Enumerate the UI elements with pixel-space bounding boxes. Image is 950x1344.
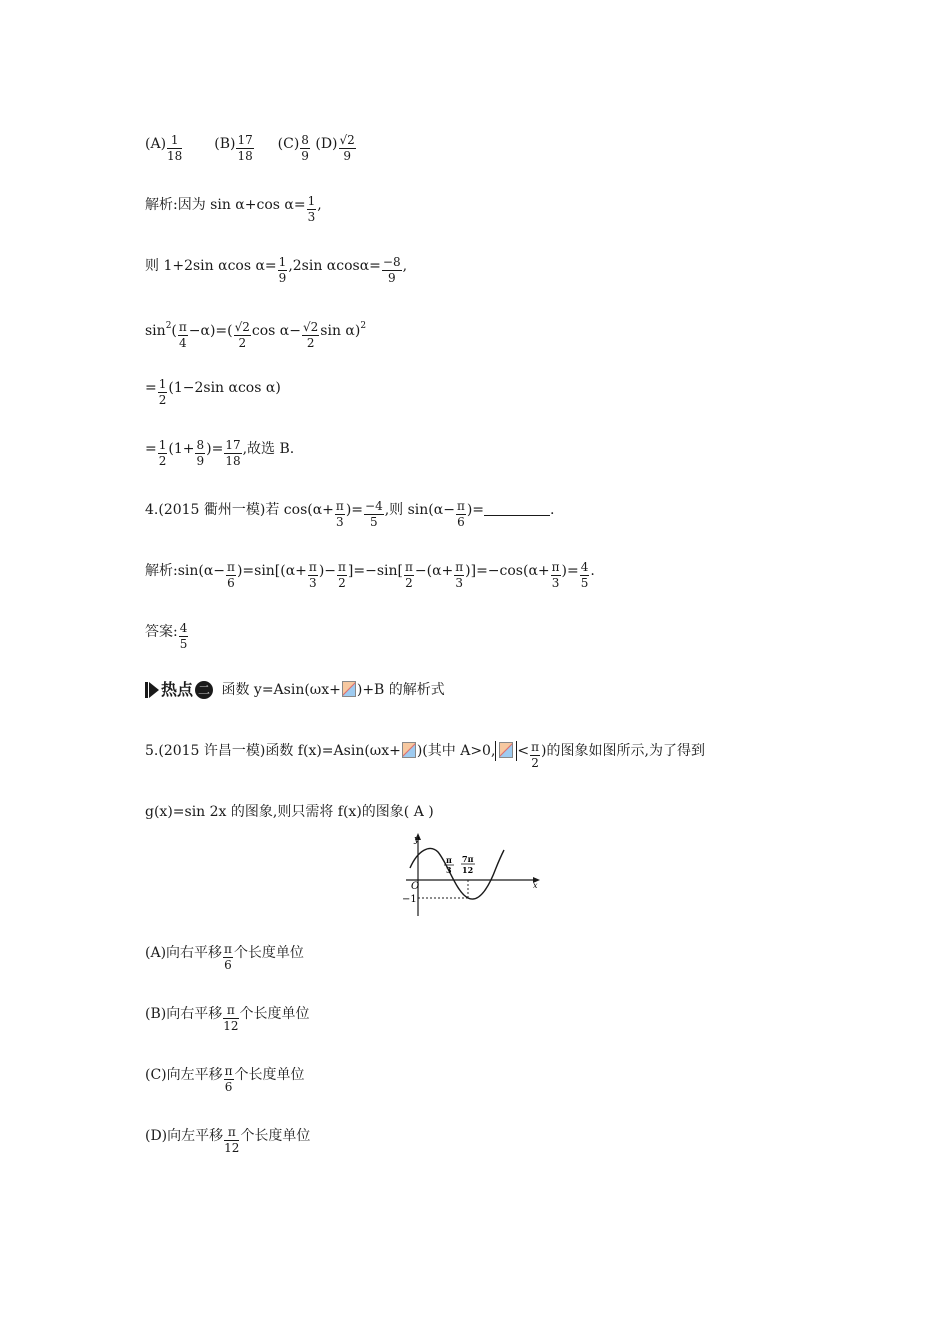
y-label: y: [414, 835, 420, 845]
question-5-line-2: g(x)=sin 2x 的图象,则只需将 f(x)的图象( A ): [145, 804, 434, 820]
hotspot-heading: 热点 二 函数 y=Asin(ωx+ )+B 的解析式: [145, 680, 445, 700]
q3-options: [145, 133, 357, 164]
answer-blank[interactable]: [484, 501, 550, 516]
option-a[interactable]: (A) $\frac{1}{18}$: [145, 133, 183, 163]
q5-option-b[interactable]: (B)向右平移 $\frac{\pi}{12}$ 个长度单位: [145, 1003, 310, 1033]
sine-graph: [400, 830, 550, 920]
question-5-line-1: 5.(2015 许昌一模)函数 f(x)=Asin(ωx+ )(其中 A>0, < $\frac{\pi}{2}$ )的图象如图所示,为了得到: [145, 740, 705, 770]
formula-placeholder-icon: [342, 681, 356, 697]
play-triangle-icon: [149, 682, 159, 698]
tick-pi3-num: π: [446, 855, 452, 865]
solution-line-3: $\sin^2$( $\frac{\pi}{4}$ −α)=( $\frac{√2}{2}$ cos α− $\frac{√2}{2}$ sin α)$^2$: [145, 320, 367, 350]
solution-line-2: 则 1+2sin αcos α= $\frac{1}{9}$ ,2sin αcosα= $\frac{-8}{9}$ ,: [145, 255, 408, 285]
q5-option-a[interactable]: (A)向右平移 $\frac{\pi}{6}$ 个长度单位: [145, 942, 304, 972]
option-b[interactable]: (B) $\frac{17}{18}$: [214, 133, 253, 163]
q5-option-c[interactable]: (C)向左平移 $\frac{\pi}{6}$ 个长度单位: [145, 1064, 305, 1094]
solution-line-1: 解析:因为 sin α+cos α= $\frac{1}{3}$ ,: [145, 194, 322, 224]
neg-one-label: −1: [402, 894, 417, 905]
answer-4: 答案: $\frac{4}{5}$: [145, 621, 188, 651]
formula-placeholder-icon: [402, 742, 416, 758]
tick-7pi12-den: 12: [462, 865, 474, 875]
option-d[interactable]: (D) $\frac{√2}{9}$: [315, 133, 355, 163]
origin-label: O: [411, 881, 420, 892]
sine-curve: [410, 849, 504, 900]
x-label: x: [533, 881, 538, 890]
solution-line-4: = $\frac{1}{2}$ (1−2sin αcos α): [145, 377, 281, 407]
hotspot-badge: 热点 二: [145, 680, 213, 700]
q5-option-d[interactable]: (D)向左平移 $\frac{\pi}{12}$ 个长度单位: [145, 1125, 311, 1155]
tick-pi3-den: 3: [446, 865, 452, 875]
solution-4: 解析:sin(α− $\frac{\pi}{6}$ )=sin[(α+ $\frac{\pi}{3}$ )− $\frac{\pi}{2}$ ]=−sin[ $\frac{\pi}{2}$ −(α+ $\frac{\pi}{3}$ )]=−cos(α+ $\frac{\pi}{3}$ )= $\frac{4}{5}$ .: [145, 560, 595, 590]
tick-7pi12-num: 7π: [462, 854, 474, 864]
question-4: 4.(2015 衢州一模)若 cos(α+ $\frac{\pi}{3}$ )= $\frac{-4}{5}$ ,则 sin(α− $\frac{\pi}{6}$ )= .: [145, 499, 555, 529]
formula-placeholder-icon: [499, 742, 513, 758]
option-c[interactable]: (C) $\frac{8}{9}$: [277, 133, 309, 163]
solution-line-5: = $\frac{1}{2}$ (1+ $\frac{8}{9}$ )= $\frac{17}{18}$ ,故选 B.: [145, 438, 295, 468]
